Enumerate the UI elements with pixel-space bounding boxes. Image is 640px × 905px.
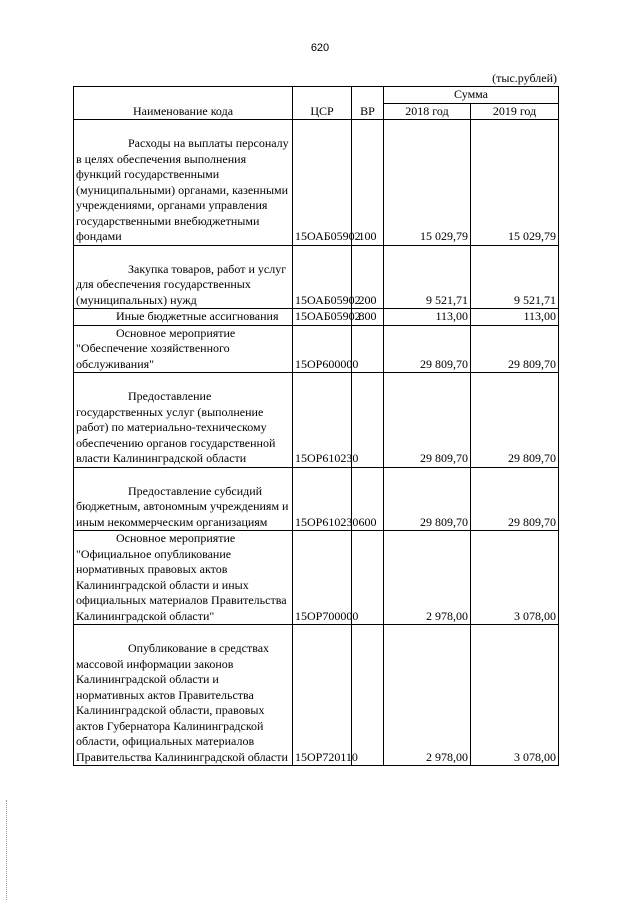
table-row bbox=[74, 531, 559, 625]
table-row bbox=[74, 373, 559, 468]
header-sum: Сумма bbox=[384, 87, 559, 104]
header-name: Наименование кода bbox=[74, 87, 293, 120]
row-name: Расходы на выплаты персоналу в целях обеспечения выполнения функций государственными (муниципальными) органами, казенными учреждениями, органами управления государственными внебюджетными фондами bbox=[74, 120, 293, 246]
row-amount-2018: 29 809,70 bbox=[384, 325, 471, 373]
row-vr bbox=[352, 625, 384, 766]
budget-table bbox=[73, 86, 559, 766]
row-csr: 15ОР610230 bbox=[293, 373, 352, 468]
row-csr: 15ОР600000 bbox=[293, 325, 352, 373]
row-name: Предоставление государственных услуг (выполнение работ) по материально-техническому обеспечению органов государственной власти Калининградской области bbox=[74, 373, 293, 468]
header-year-2018: 2018 год bbox=[384, 103, 471, 120]
table-row bbox=[74, 245, 559, 309]
row-amount-2018: 2 978,00 bbox=[384, 531, 471, 625]
table-row bbox=[74, 325, 559, 373]
header-year-2019: 2019 год bbox=[471, 103, 559, 120]
table-row bbox=[74, 625, 559, 766]
row-csr: 15ОАБ05902 bbox=[293, 245, 352, 309]
row-name: Закупка товаров, работ и услуг для обеспечения государственных (муниципальных) нужд bbox=[74, 245, 293, 309]
row-amount-2018: 2 978,00 bbox=[384, 625, 471, 766]
row-amount-2019: 9 521,71 bbox=[471, 245, 559, 309]
row-vr: 200 bbox=[352, 245, 384, 309]
row-name: Предоставление субсидий бюджетным, автономным учреждениям и иным некоммерческим организациям bbox=[74, 467, 293, 531]
row-vr: 100 bbox=[352, 120, 384, 246]
row-amount-2019: 113,00 bbox=[471, 309, 559, 326]
row-amount-2019: 29 809,70 bbox=[471, 325, 559, 373]
row-name: Опубликование в средствах массовой информации законов Калининградской области и нормативных актов Правительства Калининградской области, правовых актов Губернатора Калининградской области, официальных материалов Правительства Калининградской области bbox=[74, 625, 293, 766]
row-amount-2018: 29 809,70 bbox=[384, 373, 471, 468]
row-amount-2018: 9 521,71 bbox=[384, 245, 471, 309]
row-amount-2018: 29 809,70 bbox=[384, 467, 471, 531]
row-amount-2018: 113,00 bbox=[384, 309, 471, 326]
row-amount-2019: 15 029,79 bbox=[471, 120, 559, 246]
margin-dots bbox=[6, 800, 9, 900]
row-vr: 600 bbox=[352, 467, 384, 531]
row-amount-2018: 15 029,79 bbox=[384, 120, 471, 246]
row-csr: 15ОАБ05902 bbox=[293, 309, 352, 326]
row-amount-2019: 3 078,00 bbox=[471, 625, 559, 766]
table-row bbox=[74, 120, 559, 246]
row-name: Иные бюджетные ассигнования bbox=[74, 309, 293, 326]
row-name: Основное мероприятие "Обеспечение хозяйственного обслуживания" bbox=[74, 325, 293, 373]
row-amount-2019: 29 809,70 bbox=[471, 373, 559, 468]
page-number: 620 bbox=[310, 42, 330, 54]
row-name: Основное мероприятие "Официальное опубликование нормативных правовых актов Калининградской области и иных официальных материалов Правительства Калининградской области" bbox=[74, 531, 293, 625]
units-label: (тыс.рублей) bbox=[492, 71, 557, 85]
row-amount-2019: 29 809,70 bbox=[471, 467, 559, 531]
row-csr: 15ОАБ05902 bbox=[293, 120, 352, 246]
row-csr: 15ОР720110 bbox=[293, 625, 352, 766]
header-csr: ЦСР bbox=[293, 87, 352, 120]
table-row bbox=[74, 467, 559, 531]
row-amount-2019: 3 078,00 bbox=[471, 531, 559, 625]
row-csr: 15ОР610230 bbox=[293, 467, 352, 531]
row-vr: 800 bbox=[352, 309, 384, 326]
header-vr: ВР bbox=[352, 87, 384, 120]
row-csr: 15ОР700000 bbox=[293, 531, 352, 625]
table-row bbox=[74, 309, 559, 326]
